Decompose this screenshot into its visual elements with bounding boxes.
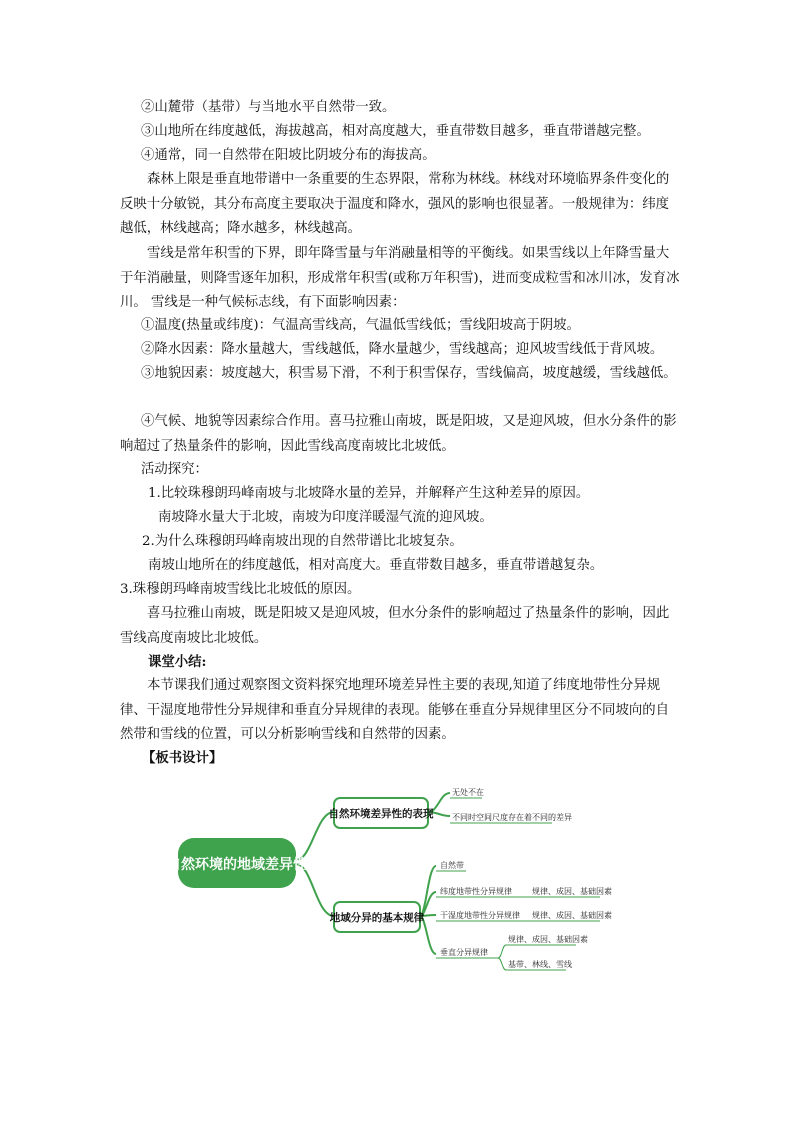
mindmap-detail-vertical-2: 基带、林线、雪线: [508, 960, 572, 969]
heading-board-design: 【板书设计】: [142, 750, 223, 766]
mindmap-detail-vertical-1: 规律、成因、基础因素: [508, 935, 588, 944]
paragraph-sunny-slope: ④通常，同一自然带在阳坡比阴坡分布的海拔高。: [141, 148, 436, 163]
paragraph-basal-belt: ②山麓带（基带）与当地水平自然带一致。: [141, 100, 396, 115]
paragraph-factor-combined: ④气候、地貌等因素综合作用。喜马拉雅山南坡，既是阳坡，又是迎风坡，但水分条件的影响超过了热量条件的影响，因此雪线高度南坡比北坡低。: [120, 414, 677, 454]
paragraph-factor-landform: ③地貌因素：坡度越大，积雪易下滑，不利于积雪保存，雪线偏高，坡度越缓，雪线越低。: [141, 366, 677, 381]
heading-summary: 课堂小结:: [148, 654, 207, 670]
mindmap-detail-moisture: 规律、成因、基础因素: [532, 911, 612, 920]
mindmap-detail-latitude: 规律、成因、基础因素: [532, 887, 612, 896]
connector-branch2-item1: [420, 866, 436, 916]
mindmap-leaf-everywhere: 无处不在: [452, 788, 484, 797]
paragraph-summary: 本节课我们通过观察图文资料探究地理环境差异性主要的表现,知道了纬度地带性分异规律、干湿度地带性分异规律和垂直分异规律的表现。能够在垂直分异规律里区分不同坡向的自然带和雪线的位置，可以分析影响雪线和自然带的因素。: [120, 678, 670, 742]
answer-1: 南坡降水量大于北坡，南坡为印度洋暖湿气流的迎风坡。: [158, 510, 493, 525]
mindmap-root-label: 自然环境的地域差异性: [167, 857, 307, 873]
answer-3: 喜马拉雅山南坡，既是阳坡又是迎风坡，但水分条件的影响超过了热量条件的影响，因此雪线高度南坡比北坡低。: [120, 606, 670, 646]
paragraph-factor-precipitation: ②降水因素：降水量越大，雪线越低，降水量越少，雪线越高；迎风坡雪线低于背风坡。: [141, 342, 664, 357]
paragraph-snow-line: 雪线是常年积雪的下界，即年降雪量与年消融量相等的平衡线。如果雪线以上年降雪量大于年消融量，则降雪逐年加积，形成常年积雪(或称万年积雪)，进而变成粒雪和冰川冰，发育冰川。 雪线是一种气候标志线，有下面影响因素：: [120, 246, 680, 310]
paragraph-forest-line: 森林上限是垂直地带谱中一条重要的生态界限，常称为林线。林线对环境临界条件变化的反映十分敏锐，其分布高度主要取决于温度和降水，强风的影响也很显著。一般规律为：纬度越低，林线越高；降水越多，林线越高。: [120, 172, 670, 236]
mindmap-item-latitude: 纬度地带性分异规律: [440, 887, 512, 896]
mindmap-item-vertical: 垂直分异规律: [440, 948, 488, 957]
mindmap-branch2-label: 地域分异的基本规律: [329, 912, 425, 924]
question-1: 1.比较珠穆朗玛峰南坡与北坡降水量的差异，并解释产生这种差异的原因。: [148, 486, 590, 501]
question-3: 3.珠穆朗玛峰南坡雪线比北坡低的原因。: [120, 582, 361, 597]
paragraph-factor-temperature: ①温度(热量或纬度)：气温高雪线高，气温低雪线低；雪线阳坡高于阴坡。: [141, 318, 580, 333]
mindmap-branch1-label: 自然环境差异性的表现: [328, 808, 434, 820]
question-2: 2.为什么珠穆朗玛峰南坡出现的自然带谱比北坡复杂。: [142, 534, 463, 549]
mindmap-leaf-scale-differences: 不同时空间尺度存在着不同的差异: [452, 813, 572, 822]
mindmap-item-moisture: 干湿度地带性分异规律: [440, 911, 520, 920]
answer-2: 南坡山地所在的纬度越低，相对高度大。垂直带数目越多，垂直带谱越复杂。: [148, 558, 604, 573]
heading-activity: 活动探究：: [141, 462, 208, 477]
mindmap-item-natural-zone: 自然带: [440, 861, 464, 870]
paragraph-latitude-rule: ③山地所在纬度越低，海拔越高，相对高度越大，垂直带数目越多，垂直带谱越完整。: [141, 124, 650, 139]
